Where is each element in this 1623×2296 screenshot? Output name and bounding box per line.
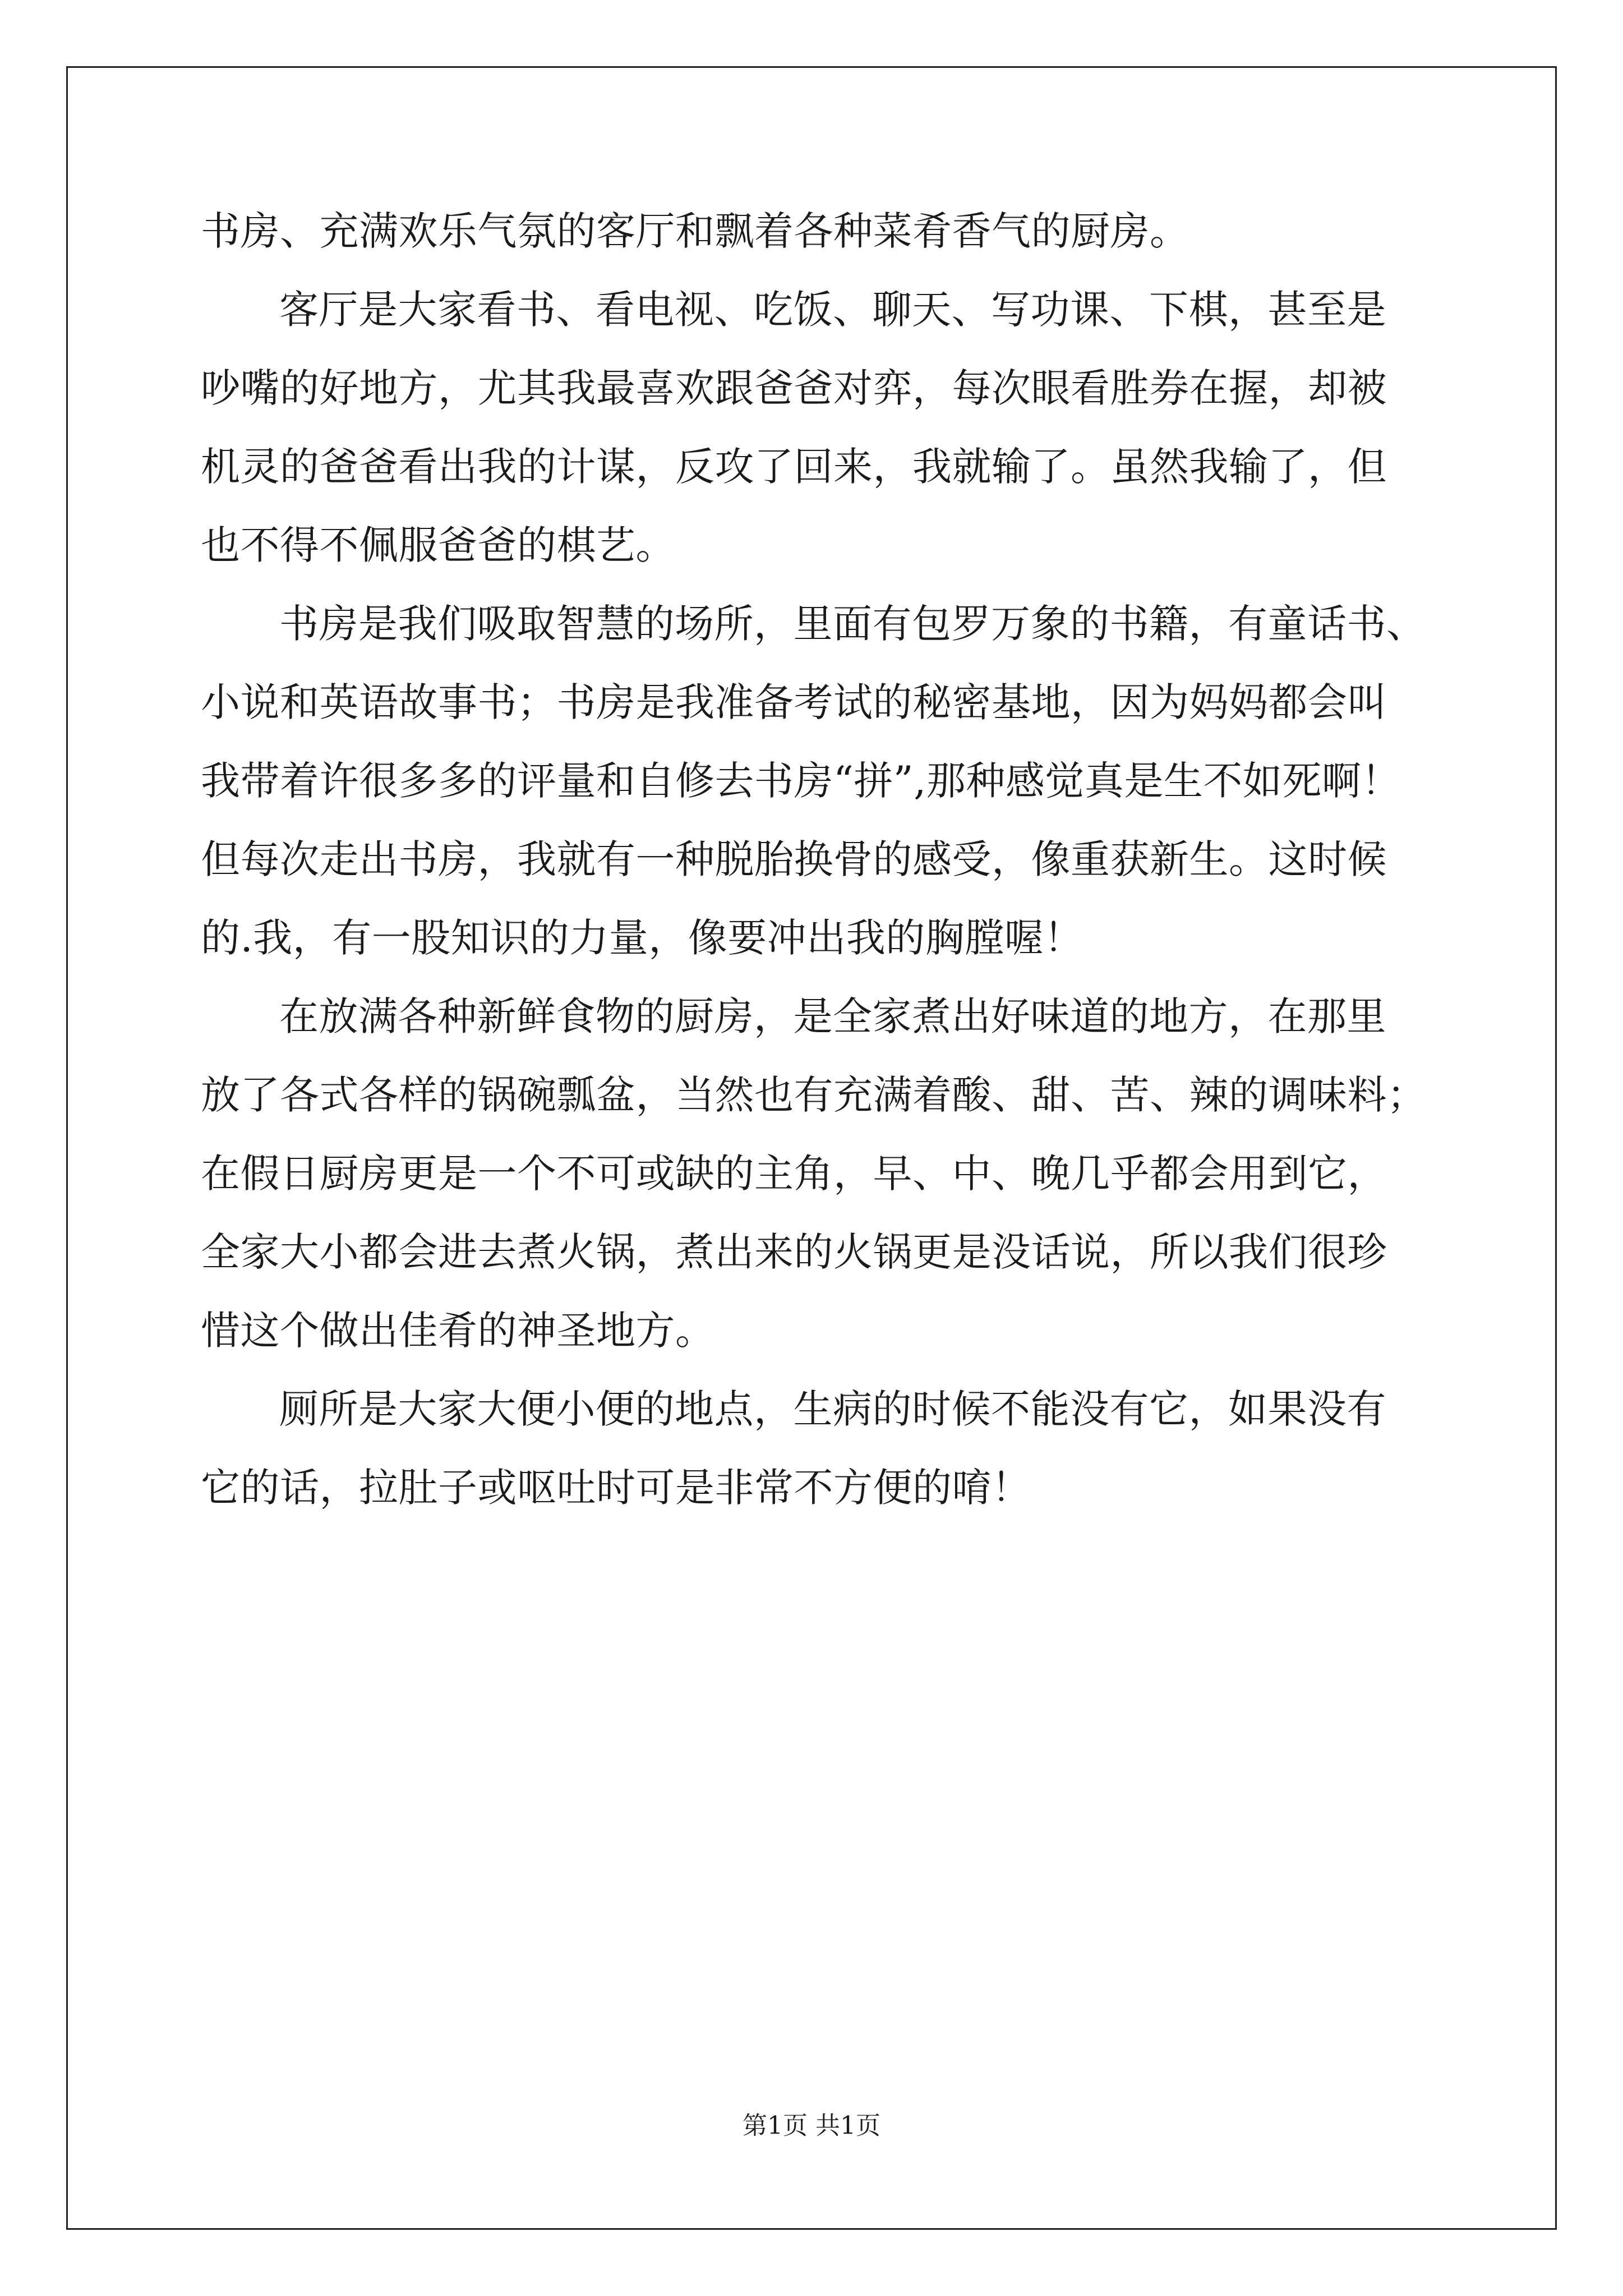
- text-line: 全家大小都会进去煮火锅，煮出来的火锅更是没话说，所以我们很珍: [201, 1229, 1387, 1275]
- text-line: 也不得不佩服爸爸的棋艺。: [201, 522, 675, 568]
- text-line: 它的话，拉肚子或呕吐时可是非常不方便的唷！: [201, 1465, 1031, 1511]
- text-line: 惜这个做出佳肴的神圣地方。: [201, 1308, 715, 1354]
- document-body: [201, 192, 1457, 1527]
- text-line: 放了各式各样的锅碗瓢盆，当然也有充满着酸、甜、苦、辣的调味料；: [201, 1072, 1427, 1118]
- text-line: 吵嘴的好地方，尤其我最喜欢跟爸爸对弈，每次眼看胜券在握，却被: [201, 365, 1387, 411]
- text-line: 客厅是大家看书、看电视、吃饭、聊天、写功课、下棋，甚至是: [279, 287, 1386, 333]
- text-line: 在放满各种新鲜食物的厨房，是全家煮出好味道的地方，在那里: [279, 993, 1386, 1039]
- text-line: 书房是我们吸取智慧的场所，里面有包罗万象的书籍，有童话书、: [279, 601, 1426, 647]
- text-line: 但每次走出书房，我就有一种脱胎换骨的感受，像重获新生。这时候: [201, 836, 1387, 882]
- text-line: 厕所是大家大便小便的地点，生病的时候不能没有它，如果没有: [279, 1386, 1386, 1432]
- text-line: 我带着许很多多的评量和自修去书房“拼”,那种感觉真是生不如死啊！: [201, 758, 1401, 804]
- text-line: 在假日厨房更是一个不可或缺的主角，早、中、晚几乎都会用到它，: [201, 1151, 1387, 1197]
- page-number: 第1页 共1页: [743, 2111, 880, 2140]
- text-line: 机灵的爸爸看出我的计谋，反攻了回来，我就输了。虽然我输了，但: [201, 444, 1387, 490]
- text-line: 的.我，有一股知识的力量，像要冲出我的胸膛喔！: [201, 915, 1083, 961]
- text-line: 书房、充满欢乐气氛的客厅和飘着各种菜肴香气的厨房。: [201, 208, 1189, 254]
- text-line: 小说和英语故事书；书房是我准备考试的秘密基地，因为妈妈都会叫: [201, 679, 1387, 725]
